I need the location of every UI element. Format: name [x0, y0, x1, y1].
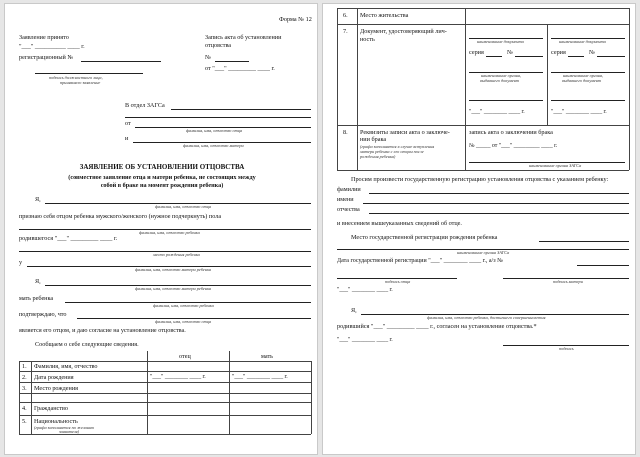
child-fio-caption-2: фамилия, имя, отчество ребенка	[153, 303, 214, 308]
table-left-vline	[19, 361, 20, 434]
i-label-2: Я,	[35, 278, 41, 285]
issuer-caption: наименование органа,	[481, 73, 522, 78]
father-doc-number: №	[507, 49, 513, 56]
fio-father-caption: фамилия, имя, отчество отца	[186, 128, 243, 133]
nationality-note-2: заявителя)	[59, 429, 80, 434]
mother-series-line[interactable]	[568, 56, 584, 57]
mother-signature-caption: подпись матери	[553, 279, 583, 284]
doc-name-caption: наименование документа	[477, 39, 524, 44]
father-series-line[interactable]	[486, 56, 502, 57]
act-record-number-line[interactable]	[215, 61, 249, 62]
col-father-header: отец	[179, 353, 191, 360]
table-right-line	[337, 24, 629, 25]
row-label-marriage-2: нии брака	[360, 136, 387, 143]
marriage-note-2: матери ребенка с его отцом после	[360, 149, 424, 154]
issuer-caption-2: выдавшего документ	[480, 78, 520, 83]
born-date: родившегося "___" _________ ____ г.	[19, 235, 118, 242]
i-label: Я,	[35, 196, 41, 203]
accepted-label: Заявление принято	[19, 34, 69, 41]
table-right-vline	[629, 8, 630, 170]
row-label-marriage-1: Реквизиты записи акта о заключе-	[360, 129, 450, 136]
at-label: у	[19, 259, 23, 266]
father-fio-caption-2: фамилия, имя, отчество отца	[155, 319, 212, 324]
table-left-vline	[31, 361, 32, 434]
row-label-residence: Место жительства	[360, 12, 409, 19]
reg-zags-caption: наименование органа ЗАГСа	[457, 250, 510, 255]
row-num: 8.	[343, 129, 348, 136]
table-right-vline	[337, 8, 338, 170]
is-father-text: является его отцом, и даю согласие на установление отцовства.	[19, 327, 186, 334]
row-num: 7.	[343, 28, 348, 35]
row-label-fio: Фамилия, имя, отчество	[34, 363, 98, 370]
adult-fio-caption: фамилия, имя, отчество ребенка, достигшего совершеннолетия	[427, 315, 546, 320]
from-label: от	[125, 120, 131, 127]
row-label-id-doc-1: Документ, удостоверяющий лич-	[360, 28, 447, 35]
and-father-text: и внесением вышеуказанных сведений об отце.	[337, 220, 462, 227]
signature-date[interactable]: "___" ________ ____ г.	[337, 287, 393, 293]
table-left-line	[19, 393, 311, 394]
table-right-vline	[465, 8, 466, 170]
child-fio-caption: фамилия, имя, отчество ребенка	[139, 230, 200, 235]
mother-fio-caption: фамилия, имя, отчество матери ребенка	[135, 286, 212, 291]
table-right-line	[337, 125, 629, 126]
adult-born-text: родившийся "___" _________ ____ г., согласен на установление отцовства.*	[337, 323, 537, 330]
row-num: 6.	[343, 12, 348, 19]
mother-doc-date[interactable]: "___" ________ ____ г.	[551, 109, 607, 115]
request-text: Просим произвести государственную регистрацию установления отцовства с указанием ребенку:	[351, 176, 609, 183]
act-record-label-1: Запись акта об установлении	[205, 34, 282, 41]
patronymic-label: отчества	[337, 206, 360, 213]
father-issuer-line-2[interactable]	[469, 100, 543, 101]
act-record-label-2: отцовства	[205, 42, 232, 49]
mother-issuer-line-2[interactable]	[551, 100, 625, 101]
zags-to-label: В отдел ЗАГСа	[125, 102, 165, 109]
marriage-record-number[interactable]: № _____ от "___" _________ ____ г.	[469, 143, 558, 149]
table-right-vline	[357, 8, 358, 170]
name-label: имени	[337, 196, 354, 203]
form-subtitle-1: (совместное заявление отца и матери ребенка, не состоящих между	[68, 174, 256, 181]
reg-date-text: Дата государственной регистрации "___" ________ ____ г., а/з №	[337, 258, 503, 264]
form-page-left	[4, 3, 318, 455]
row-label-nationality: Национальность	[34, 418, 78, 425]
father-doc-series: серия	[469, 49, 484, 56]
father-number-line[interactable]	[515, 56, 543, 57]
form-number: Форма № 12	[279, 16, 312, 23]
doc-name-caption: наименование документа	[559, 39, 606, 44]
reg-place-label: Место государственной регистрации рождения ребенка	[351, 234, 498, 241]
marriage-note-1: (графа заполняется в случае вступления	[360, 144, 435, 149]
father-signature-caption: подпись отца	[385, 279, 411, 284]
table-left-line	[19, 361, 311, 362]
marriage-record-label: запись акта о заключении брака	[469, 129, 553, 136]
row-num: 4.	[22, 405, 27, 412]
mother-doc-series: серия	[551, 49, 566, 56]
row-num: 1.	[22, 363, 27, 370]
birthplace-caption: место рождения ребенка	[153, 252, 200, 257]
and-label: и	[125, 135, 129, 142]
form-subtitle-2: собой в браке на момент рождения ребенка)	[100, 182, 224, 189]
recognize-text: признаю себя отцом ребенка мужского/женского (нужное подчеркнуть) пола	[19, 213, 222, 220]
child-patronymic-line[interactable]	[369, 213, 629, 214]
official-caption-2: принявшего заявление	[60, 80, 101, 85]
row-num: 3.	[22, 385, 27, 392]
confirm-label: подтверждаю, что	[19, 311, 67, 318]
fio-mother-caption: фамилия, имя, отчество матери	[183, 143, 244, 148]
surname-label: фамилии	[337, 186, 361, 193]
mother-birthdate[interactable]: "___" ________ ____ г.	[232, 374, 288, 380]
mother-of-label: мать ребенка	[19, 295, 54, 302]
info-text: Сообщаем о себе следующие сведения.	[35, 341, 139, 348]
table-left-line	[19, 382, 311, 383]
zags-to-line[interactable]	[171, 109, 311, 110]
marriage-note-3: рождения ребенка)	[360, 154, 396, 159]
mother-of-child-caption: фамилия, имя, отчество матери ребенка	[135, 267, 212, 272]
table-left-line	[19, 371, 311, 372]
reg-number-line[interactable]	[81, 61, 161, 62]
reg-place-line[interactable]	[539, 241, 629, 242]
adult-date[interactable]: "___" ________ ____ г.	[337, 337, 393, 343]
table-left-line	[19, 402, 311, 403]
reg-number-line[interactable]	[577, 265, 629, 266]
row-num: 2.	[22, 374, 27, 381]
table-left-line	[19, 434, 311, 435]
row-label-birthplace: Место рождения	[34, 385, 79, 392]
child-surname-line[interactable]	[369, 193, 629, 194]
table-left-vline	[229, 351, 230, 434]
mother-number-line[interactable]	[597, 56, 625, 57]
row-label-id-doc-2: ность	[360, 36, 375, 43]
form-title: ЗАЯВЛЕНИЕ ОБ УСТАНОВЛЕНИИ ОТЦОВСТВА	[79, 163, 245, 171]
col-mother-header: мать	[261, 353, 273, 360]
nationality-note-1: (графа заполняется по желанию	[34, 425, 95, 430]
child-name-line[interactable]	[363, 203, 629, 204]
table-left-vline	[147, 351, 148, 434]
table-right-vline	[547, 24, 548, 125]
father-fio-caption: фамилия, имя, отчество отца	[155, 204, 212, 209]
table-right-line	[337, 8, 629, 9]
zags-name-caption: наименование органа ЗАГСа	[529, 163, 582, 168]
mother-doc-number: №	[589, 49, 595, 56]
row-num: 5.	[22, 418, 27, 425]
form-page-right	[322, 3, 636, 455]
father-birthdate[interactable]: "___" ________ ____ г.	[150, 374, 206, 380]
reg-number-label: регистрационный №	[19, 54, 74, 61]
row-label-citizenship: Гражданство	[34, 405, 68, 412]
father-doc-date[interactable]: "___" ________ ____ г.	[469, 109, 525, 115]
accepted-date: "___" __________ ____ г.	[19, 43, 85, 50]
table-right-line	[337, 170, 629, 171]
adult-i-label: Я,	[351, 307, 357, 314]
official-signature-line[interactable]	[35, 73, 143, 74]
issuer-caption-2: выдавшего документ	[562, 78, 602, 83]
table-left-line	[19, 415, 311, 416]
act-record-number-label: №	[205, 54, 211, 61]
table-left-vline	[311, 361, 312, 434]
official-caption-1: подпись должностного лица,	[49, 75, 103, 80]
zags-to-line-2[interactable]	[125, 117, 311, 118]
adult-signature-caption: подпись	[559, 346, 574, 351]
row-label-birthdate: Дата рождения	[34, 374, 74, 381]
issuer-caption: наименование органа,	[563, 73, 604, 78]
act-record-date: от "___" _________ ____ г.	[205, 65, 275, 72]
